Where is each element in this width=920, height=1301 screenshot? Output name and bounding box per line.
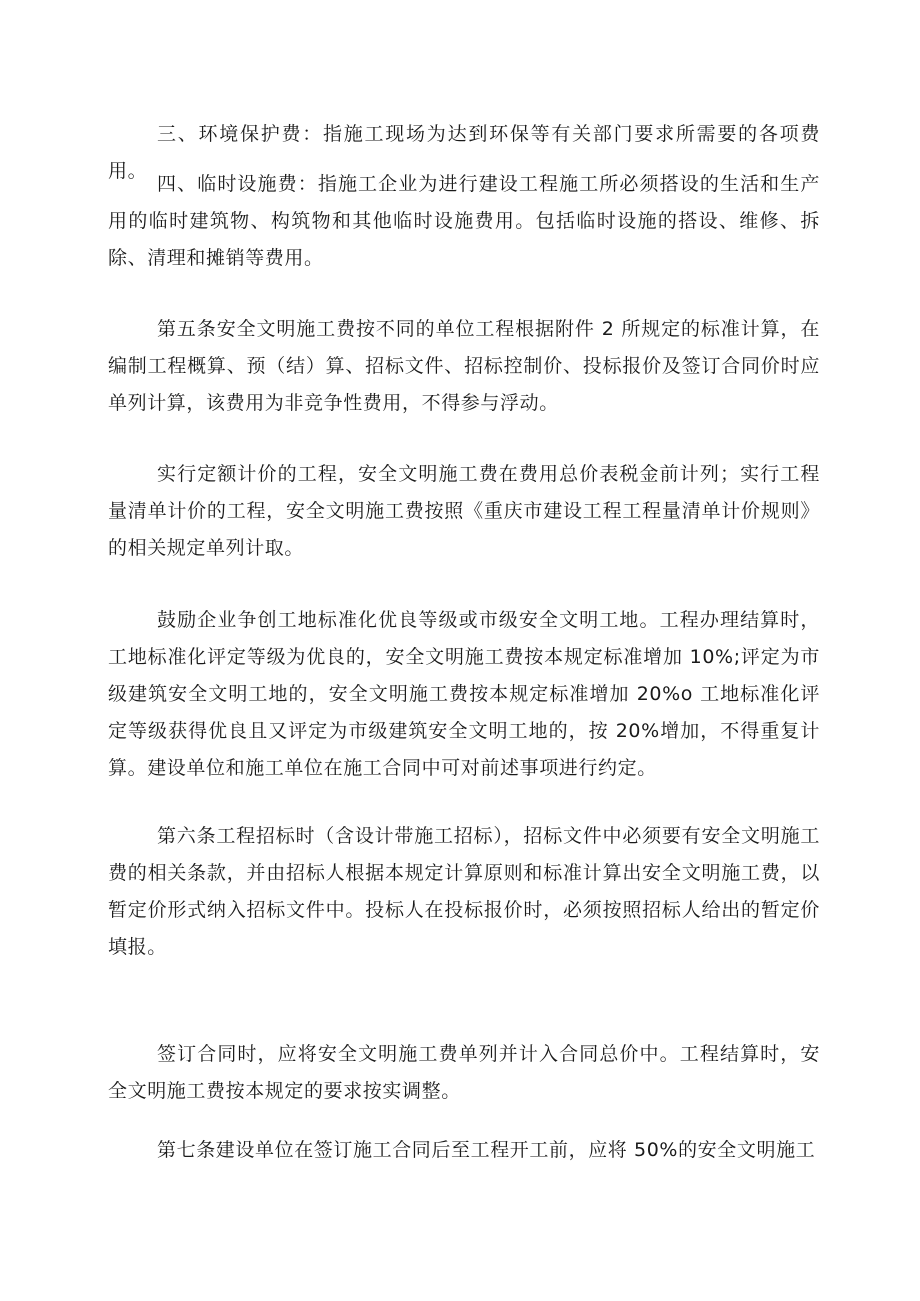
paragraph-contract-signing: 签订合同时，应将安全文明施工费单列并计入合同总价中。工程结算时，安全文明施工费按本规定的要求按实调整。 <box>108 1043 820 1102</box>
paragraph-temporary-facilities-fee: 四、临时设施费：指施工企业为进行建设工程施工所必须搭设的生活和生产用的临时建筑物、构筑物和其他临时设施费用。包括临时设施的搭设、维修、拆除、清理和摊销等费用。 <box>108 173 820 269</box>
paragraph-article-5: 第五条安全文明施工费按不同的单位工程根据附件 2 所规定的标准计算，在编制工程概算、预（结）算、招标文件、招标控制价、投标报价及签订合同价时应单列计算，该费用为非竞争性费用，不得参与浮动。 <box>108 318 820 414</box>
paragraph-quota-pricing: 实行定额计价的工程，安全文明施工费在费用总价表税金前计列；实行工程量清单计价的工程，安全文明施工费按照《重庆市建设工程工程量清单计价规则》的相关规定单列计取。 <box>108 463 820 559</box>
paragraph-article-7: 第七条建设单位在签订施工合同后至工程开工前，应将 50%的安全文明施工 <box>157 1139 816 1161</box>
paragraph-article-6: 第六条工程招标时（含设计带施工招标），招标文件中必须要有安全文明施工费的相关条款，并由招标人根据本规定计算原则和标准计算出安全文明施工费，以暂定价形式纳入招标文件中。投标人在投标报价时，必须按照招标人给出的暂定价填报。 <box>108 825 820 958</box>
paragraph-environment-fee: 三、环境保护费：指施工现场为达到环保等有关部门要求所需要的各项费用。 <box>108 123 820 182</box>
paragraph-encouragement: 鼓励企业争创工地标准化优良等级或市级安全文明工地。工程办理结算时，工地标准化评定等级为优良的，安全文明施工费按本规定标准增加 10%;评定为市级建筑安全文明工地的，安全文明施工费按本规定标准增加 20%o 工地标准化评定等级获得优良且又评定为市级建筑安全文明工地的，按 20%增加，不得重复计算。建设单位和施工单位在施工合同中可对前述事项进行约定。 <box>108 609 820 779</box>
